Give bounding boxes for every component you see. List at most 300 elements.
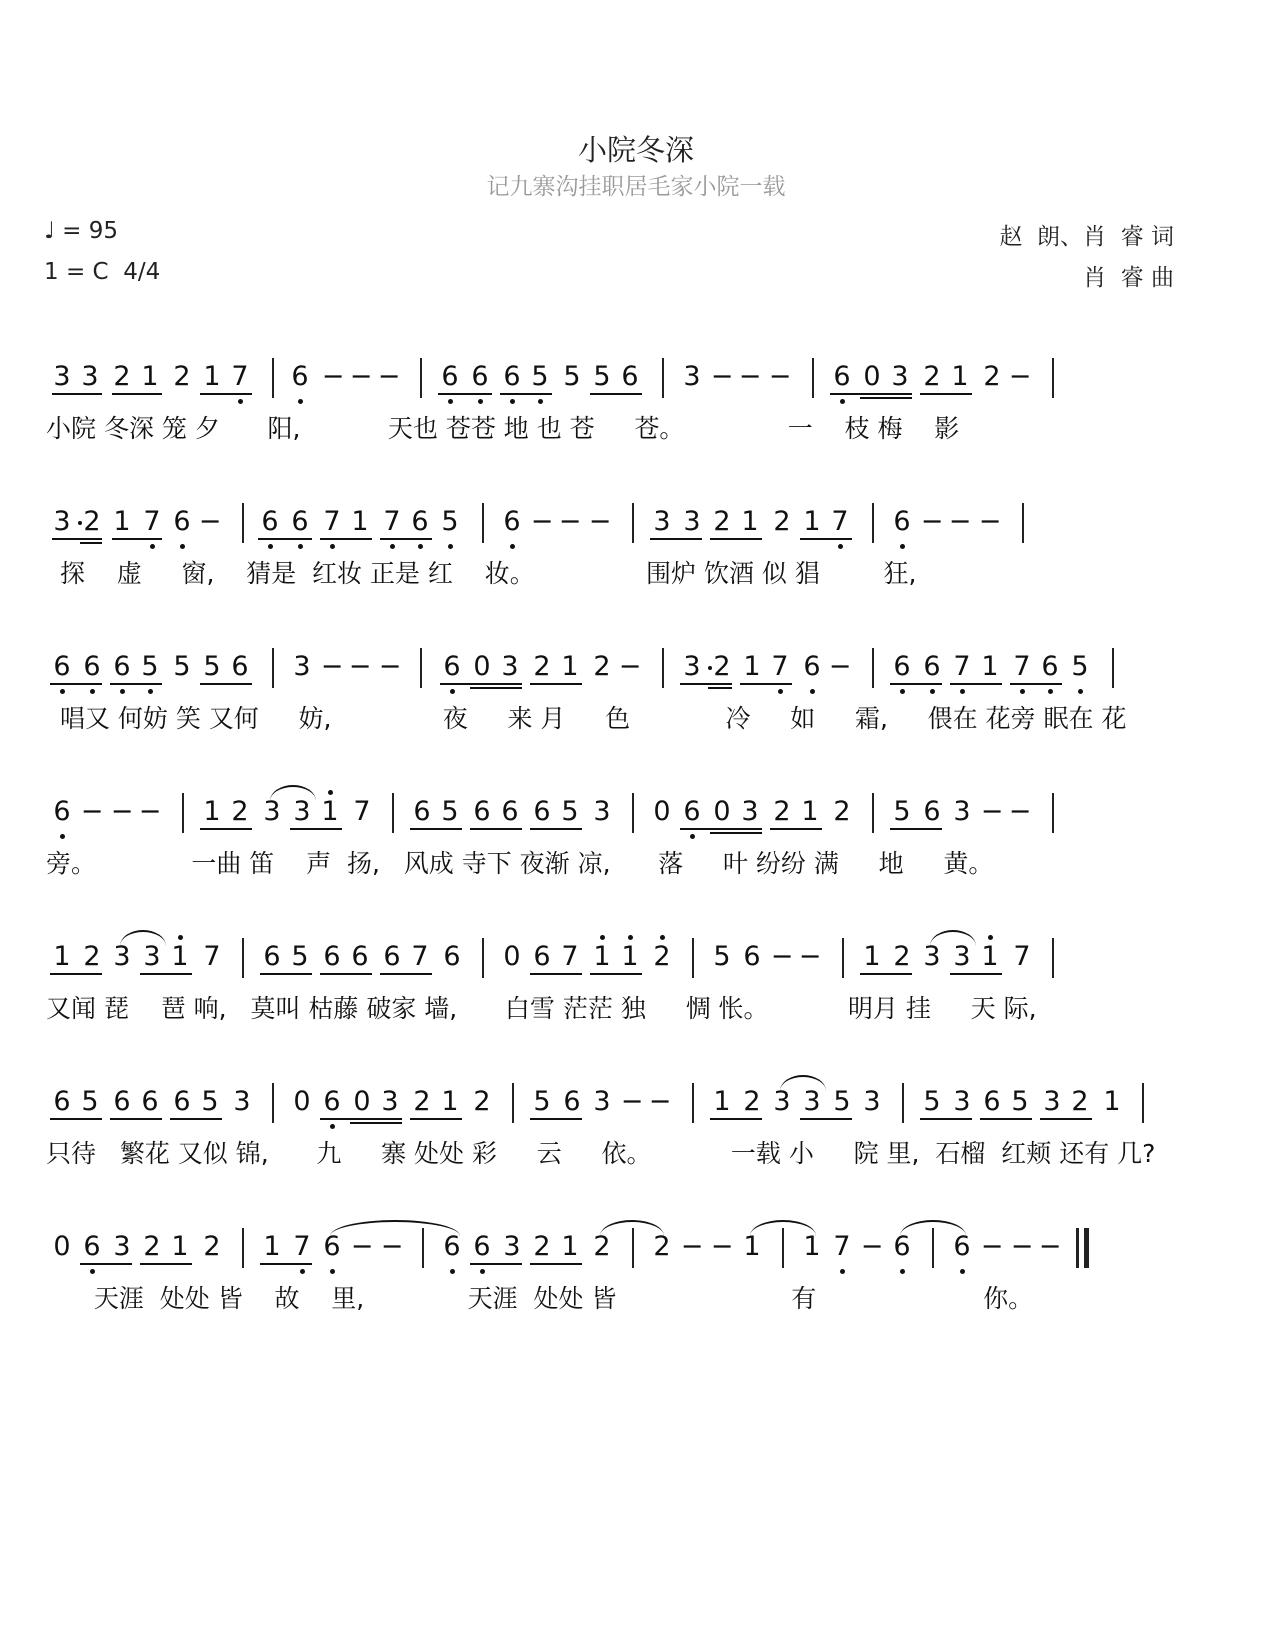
barline (420, 358, 422, 398)
note: 7 (953, 651, 971, 682)
note: 2 (533, 1231, 551, 1262)
barline (872, 793, 874, 833)
note: 1 (321, 796, 339, 827)
duration-underline (650, 538, 702, 540)
note: − (1010, 1231, 1034, 1262)
lyric-line: 探 虚 窗, 猜是 红妆 正是 红 妆。 围炉 饮酒 似 猖 狂, (52, 559, 917, 588)
note: 2 (773, 506, 791, 537)
octave-dot-low (450, 689, 455, 694)
octave-dot-low (478, 399, 483, 404)
note: 5 (81, 1086, 99, 1117)
note: 6 (231, 651, 249, 682)
note: 5 (173, 651, 191, 682)
note: 3 (503, 1231, 521, 1262)
note: 5 (713, 941, 731, 972)
barline (482, 938, 484, 978)
octave-dot-low (1078, 689, 1083, 694)
note: 1 (743, 1231, 761, 1262)
barline (512, 1083, 514, 1123)
note: 2 (203, 1231, 221, 1262)
note: 6 (323, 1086, 341, 1117)
octave-dot-low (120, 689, 125, 694)
octave-dot-high (328, 790, 333, 795)
duration-underline (470, 828, 522, 830)
note: − (770, 941, 794, 972)
note: − (588, 506, 612, 537)
note: 7 (203, 941, 221, 972)
final-barline-thin (1076, 1228, 1078, 1268)
note: 2 (833, 796, 851, 827)
octave-dot-low (1020, 689, 1025, 694)
duration-underline (140, 973, 192, 975)
note: 6 (803, 651, 821, 682)
barline (182, 793, 184, 833)
score-row (0, 1228, 1272, 1348)
octave-dot-low (900, 689, 905, 694)
note: 6 (113, 1086, 131, 1117)
note: 1 (53, 941, 71, 972)
note: − (1008, 796, 1032, 827)
note: 6 (351, 941, 369, 972)
composer-credit: 肖 睿 曲 (1083, 265, 1174, 291)
note: − (138, 796, 162, 827)
note: 3 (113, 941, 131, 972)
tempo-marking: ♩ = 95 (44, 218, 119, 244)
note: 6 (441, 361, 459, 392)
octave-dot-low (480, 1269, 485, 1274)
octave-dot-low (330, 1269, 335, 1274)
note: 6 (53, 651, 71, 682)
barline (872, 503, 874, 543)
note: 7 (561, 941, 579, 972)
note: 3 (501, 651, 519, 682)
note: 1 (743, 651, 761, 682)
note: 6 (893, 651, 911, 682)
lyricist-credit: 赵 朗、肖 睿 词 (999, 224, 1174, 250)
note: 6 (983, 1086, 1001, 1117)
octave-dot-low (330, 1124, 335, 1129)
duration-underline (710, 538, 762, 540)
duration-underline (260, 973, 312, 975)
note: 2 (173, 361, 191, 392)
duration-underline (980, 1118, 1032, 1120)
octave-dot-low (448, 544, 453, 549)
note: 5 (563, 361, 581, 392)
duration-underline (470, 687, 522, 689)
note: 2 (1071, 1086, 1089, 1117)
barline (692, 938, 694, 978)
tie-slur (900, 1220, 966, 1236)
note: 3 (593, 1086, 611, 1117)
note: 0 (353, 1086, 371, 1117)
note: − (377, 361, 401, 392)
octave-dot-low (298, 544, 303, 549)
note: 1 (263, 1231, 281, 1262)
note: 1 (561, 651, 579, 682)
note: 3 (593, 796, 611, 827)
duration-underline (50, 683, 102, 685)
duration-underline (200, 393, 252, 395)
octave-dot-low (930, 689, 935, 694)
tie-slur (120, 930, 166, 946)
duration-underline (200, 828, 252, 830)
note: 5 (291, 941, 309, 972)
octave-dot-low (148, 689, 153, 694)
note: 1 (113, 506, 131, 537)
note: 6 (743, 941, 761, 972)
note: 5 (1071, 651, 1089, 682)
note: 3 (293, 651, 311, 682)
duration-underline (170, 1118, 222, 1120)
barline (242, 503, 244, 543)
duration-underline (770, 828, 822, 830)
note: 6 (533, 796, 551, 827)
note: 6 (443, 651, 461, 682)
octave-dot-low (330, 544, 335, 549)
duration-underline (320, 538, 372, 540)
lyric-line: 天涯 处处 皆 故 里, 天涯 处处 皆 有 你。 (78, 1284, 1034, 1313)
duration-underline (440, 683, 522, 685)
octave-dot-high (660, 935, 665, 940)
octave-dot-low (90, 689, 95, 694)
note: − (198, 506, 222, 537)
duration-underline (1010, 683, 1062, 685)
note: 6 (323, 1231, 341, 1262)
note: 2 (533, 651, 551, 682)
duration-underline (530, 1118, 582, 1120)
note: 3 (953, 941, 971, 972)
note: 5 (531, 361, 549, 392)
barline (692, 1083, 694, 1123)
note: 2 (653, 1231, 671, 1262)
note: 6 (141, 1086, 159, 1117)
note: 7 (1013, 941, 1031, 972)
note: 1 (593, 941, 611, 972)
note: 2 (83, 941, 101, 972)
octave-dot-low (448, 399, 453, 404)
note: − (1038, 1231, 1062, 1262)
note: − (710, 361, 734, 392)
note: 0 (863, 361, 881, 392)
octave-dot-low (418, 544, 423, 549)
note: − (1008, 361, 1032, 392)
note: 6 (893, 506, 911, 537)
barline (272, 358, 274, 398)
octave-dot-high (178, 935, 183, 940)
note: 3 (891, 361, 909, 392)
duration-underline (950, 683, 1002, 685)
note: 2 (983, 361, 1001, 392)
note: − (321, 361, 345, 392)
note: − (710, 1231, 734, 1262)
tie-slur (930, 930, 976, 946)
barline (1112, 648, 1114, 688)
note: 1 (801, 796, 819, 827)
note: 5 (203, 651, 221, 682)
note: 5 (923, 1086, 941, 1117)
note: 0 (53, 1231, 71, 1262)
note: − (948, 506, 972, 537)
octave-dot-low (390, 544, 395, 549)
tie-slur (270, 785, 316, 801)
duration-underline (860, 397, 912, 399)
note: 3 (263, 796, 281, 827)
note: 6 (173, 1086, 191, 1117)
note: − (978, 506, 1002, 537)
duration-underline (320, 1118, 402, 1120)
note: 6 (173, 506, 191, 537)
note: 3 (863, 1086, 881, 1117)
octave-dot-low (810, 689, 815, 694)
note: 2 (413, 1086, 431, 1117)
duration-underline (470, 1263, 522, 1265)
note: 7 (411, 941, 429, 972)
note: 5 (201, 1086, 219, 1117)
note: 6 (83, 1231, 101, 1262)
note: 3 (81, 361, 99, 392)
note: 7 (833, 1231, 851, 1262)
augmentation-dot (708, 666, 712, 670)
octave-dot-low (1048, 689, 1053, 694)
note: 3 (741, 796, 759, 827)
note: 6 (323, 941, 341, 972)
barline (272, 1083, 274, 1123)
note: − (738, 361, 762, 392)
duration-underline (740, 683, 792, 685)
note: − (920, 506, 944, 537)
duration-underline (680, 683, 732, 685)
note: − (320, 651, 344, 682)
note: 0 (653, 796, 671, 827)
note: 5 (441, 506, 459, 537)
note: 5 (833, 1086, 851, 1117)
note: − (648, 1086, 672, 1117)
duration-underline (860, 973, 912, 975)
note: 3 (923, 941, 941, 972)
duration-underline (530, 973, 582, 975)
duration-underline (920, 393, 972, 395)
octave-dot-low (538, 399, 543, 404)
note: 3 (683, 506, 701, 537)
barline (272, 648, 274, 688)
note: 6 (413, 796, 431, 827)
duration-underline (80, 542, 102, 544)
note: 7 (383, 506, 401, 537)
duration-underline (530, 828, 582, 830)
note: 6 (471, 361, 489, 392)
duration-underline (950, 973, 1002, 975)
octave-dot-low (298, 399, 303, 404)
duration-underline (800, 538, 852, 540)
note: 5 (593, 361, 611, 392)
note: 2 (713, 506, 731, 537)
note: 2 (231, 796, 249, 827)
barline (902, 1083, 904, 1123)
note: 1 (951, 361, 969, 392)
octave-dot-low (90, 1269, 95, 1274)
note: 6 (53, 796, 71, 827)
note: 1 (863, 941, 881, 972)
key-signature: 1 = C 4/4 (44, 259, 161, 285)
duration-underline (140, 1263, 192, 1265)
score-row (0, 1083, 1272, 1203)
note: − (80, 796, 104, 827)
duration-underline (50, 973, 102, 975)
duration-underline (800, 1118, 852, 1120)
octave-dot-high (600, 935, 605, 940)
barline (662, 648, 664, 688)
octave-dot-low (450, 1269, 455, 1274)
note: 3 (953, 1086, 971, 1117)
note: 1 (141, 361, 159, 392)
note: 2 (743, 1086, 761, 1117)
note: − (618, 651, 642, 682)
note: 7 (1013, 651, 1031, 682)
duration-underline (50, 1118, 102, 1120)
barline (1052, 358, 1054, 398)
octave-dot-low (60, 689, 65, 694)
duration-underline (290, 828, 342, 830)
note: 5 (893, 796, 911, 827)
octave-dot-low (60, 834, 65, 839)
final-barline-thick (1084, 1228, 1089, 1268)
duration-underline (708, 687, 732, 689)
song-title: 小院冬深 (577, 133, 694, 167)
note: 1 (1103, 1086, 1121, 1117)
duration-underline (200, 683, 252, 685)
octave-dot-low (838, 544, 843, 549)
note: 6 (473, 796, 491, 827)
tie-slur (600, 1220, 664, 1236)
note: 6 (953, 1231, 971, 1262)
duration-underline (410, 828, 462, 830)
barline (1052, 793, 1054, 833)
duration-underline (380, 538, 432, 540)
note: 2 (773, 796, 791, 827)
score-row (0, 648, 1272, 768)
barline (632, 793, 634, 833)
note: 3 (953, 796, 971, 827)
barline (420, 648, 422, 688)
note: 2 (593, 1231, 611, 1262)
lyric-line: 只待 繁花 又似 锦, 九 寨 处处 彩 云 依。 一载 小 院 里, 石榴 红颊 还有 几? (46, 1139, 1156, 1168)
note: 2 (83, 506, 101, 537)
note: 3 (683, 361, 701, 392)
duration-underline (1040, 1118, 1092, 1120)
octave-dot-low (900, 544, 905, 549)
note: 3 (113, 1231, 131, 1262)
note: 7 (231, 361, 249, 392)
note: 6 (833, 361, 851, 392)
note: 7 (353, 796, 371, 827)
note: 3 (53, 361, 71, 392)
octave-dot-low (840, 1269, 845, 1274)
octave-dot-low (960, 689, 965, 694)
note: 3 (683, 651, 701, 682)
note: 6 (383, 941, 401, 972)
duration-underline (710, 832, 762, 834)
note: 1 (203, 361, 221, 392)
octave-dot-low (960, 1269, 965, 1274)
lyric-line: 旁。 一曲 笛 声 扬, 风成 寺下 夜渐 凉, 落 叶 纷纷 满 地 黄。 (46, 849, 994, 878)
note: 1 (621, 941, 639, 972)
barline (632, 503, 634, 543)
note: − (828, 651, 852, 682)
octave-dot-low (150, 544, 155, 549)
note: 1 (561, 1231, 579, 1262)
note: 3 (803, 1086, 821, 1117)
tie-slur (330, 1220, 460, 1236)
note: 6 (923, 651, 941, 682)
note: 3 (381, 1086, 399, 1117)
duration-underline (260, 1263, 312, 1265)
note: 2 (713, 651, 731, 682)
note: 6 (923, 796, 941, 827)
duration-underline (530, 1263, 582, 1265)
octave-dot-low (778, 689, 783, 694)
note: 5 (441, 796, 459, 827)
note: 3 (143, 941, 161, 972)
note: 7 (831, 506, 849, 537)
note: 6 (261, 506, 279, 537)
score-row (0, 793, 1272, 913)
duration-underline (890, 683, 942, 685)
note: 6 (83, 651, 101, 682)
note: 1 (981, 941, 999, 972)
note: 2 (653, 941, 671, 972)
duration-underline (830, 393, 912, 395)
octave-dot-low (510, 399, 515, 404)
octave-dot-low (268, 544, 273, 549)
octave-dot-low (180, 544, 185, 549)
duration-underline (710, 1118, 762, 1120)
note: 6 (683, 796, 701, 827)
note: 3 (293, 796, 311, 827)
note: 7 (771, 651, 789, 682)
note: 3 (1043, 1086, 1061, 1117)
duration-underline (590, 973, 642, 975)
barline (482, 503, 484, 543)
barline (662, 358, 664, 398)
note: 1 (441, 1086, 459, 1117)
note: 1 (803, 506, 821, 537)
note: − (620, 1086, 644, 1117)
lyric-line: 又闻 琵 琶 响, 莫叫 枯藤 破家 墙, 白雪 茫茫 独 惆 怅。 明月 挂 天 际, (46, 994, 1037, 1023)
note: 0 (713, 796, 731, 827)
note: − (348, 651, 372, 682)
duration-underline (110, 683, 162, 685)
note: 6 (1041, 651, 1059, 682)
duration-underline (500, 393, 552, 395)
duration-underline (112, 538, 162, 540)
duration-underline (112, 393, 162, 395)
note: 6 (263, 941, 281, 972)
note: 6 (291, 506, 309, 537)
note: − (860, 1231, 884, 1262)
note: 3 (233, 1086, 251, 1117)
note: 5 (141, 651, 159, 682)
duration-underline (530, 683, 582, 685)
note: 1 (741, 506, 759, 537)
duration-underline (380, 973, 432, 975)
barline (1022, 503, 1024, 543)
note: 2 (923, 361, 941, 392)
octave-dot-low (690, 834, 695, 839)
note: 5 (561, 796, 579, 827)
duration-underline (920, 1118, 972, 1120)
score-row (0, 503, 1272, 623)
duration-underline (350, 1122, 402, 1124)
